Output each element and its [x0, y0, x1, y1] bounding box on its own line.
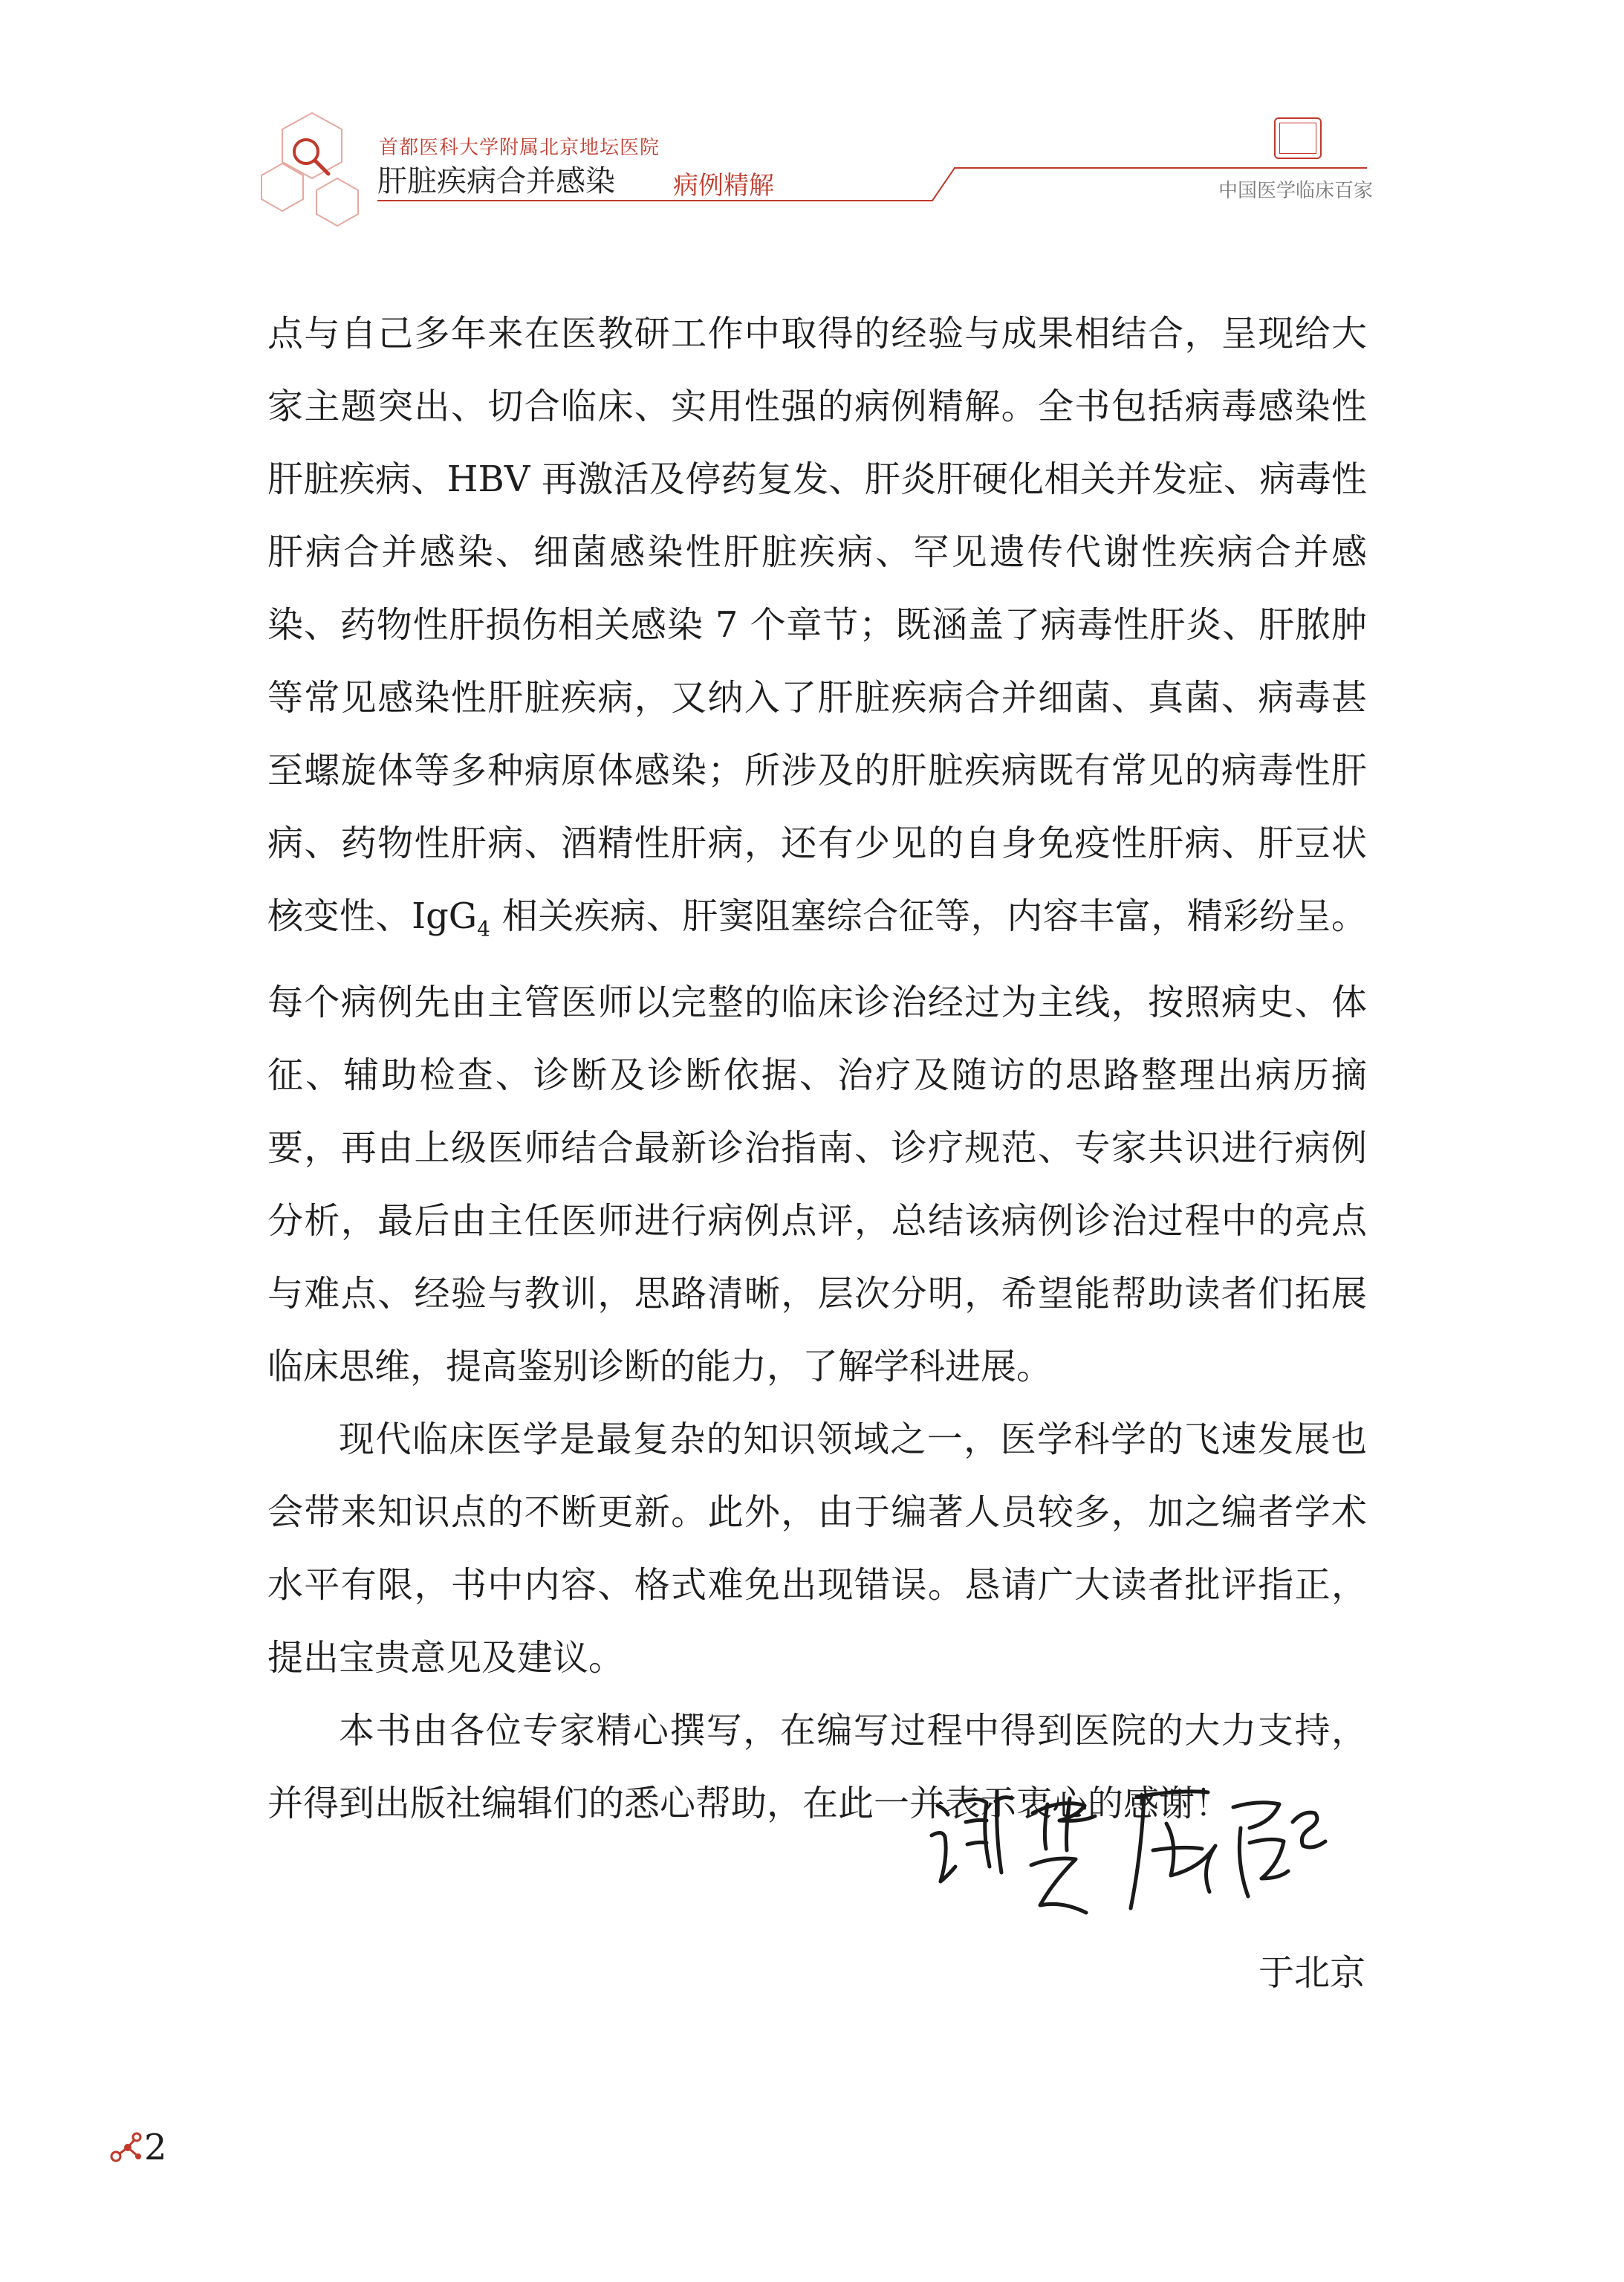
molecule-icon [108, 2131, 144, 2165]
seal-stamp-icon [1274, 117, 1322, 159]
paragraph: 点与自己多年来在医教研工作中取得的经验与成果相结合，呈现给大家主题突出、切合临床、实用性强的病例精解。全书包括病毒感染性肝脏疾病、HBV 再激活及停药复发、肝炎肝硬化相关并发症、病毒性肝病合并感染、细菌感染性肝脏疾病、罕见遗传代谢性疾病合并感染、药物性肝损伤相关感染 7 个章节；既涵盖了病毒性肝炎、肝脓肿等常见感染性肝脏疾病，又纳入了肝脏疾病合并细菌、真菌、病毒甚至螺旋体等多种病原体感染；所涉及的肝脏疾病既有常见的病毒性肝病、药物性肝病、酒精性肝病，还有少见的自身免疫性肝病、肝豆状核变性、IgG$_4$ 相关疾病、肝窦阻塞综合征等，内容丰富，精彩纷呈。每个病例先由主管医师以完整的临床诊治经过为主线，按照病史、体征、辅助检查、诊断及诊断依据、治疗及随访的思路整理出病历摘要，再由上级医师结合最新诊治指南、诊疗规范、专家共识进行病例分析，最后由主任医师进行病例点评，总结该病例诊治过程中的亮点与难点、经验与教训，思路清晰，层次分明，希望能帮助读者们拓展临床思维，提高鉴别诊断的能力，了解学科进展。 [267, 313, 1367, 1387]
book-subtitle: 病例精解 [673, 171, 774, 201]
page-header [0, 0, 1624, 238]
hospital-name: 首都医科大学附属北京地坛医院 [379, 137, 660, 159]
preface-body [267, 297, 1367, 1840]
series-name: 中国医学临床百家 [1218, 180, 1374, 202]
handwritten-signature [921, 1761, 1337, 1939]
paragraph: 现代临床医学是最复杂的知识领域之一，医学科学的飞速发展也会带来知识点的不断更新。此外，由于编著人员较多，加之编者学术水平有限，书中内容、格式难免出现错误。恳请广大读者批评指正，提出宝贵意见及建议。 [267, 1418, 1367, 1679]
signing-place: 于北京 [1258, 1952, 1366, 1994]
page-number: 2 [144, 2127, 167, 2168]
book-title: 肝脏疾病合并感染 [377, 164, 615, 198]
paragraph: 本书由各位专家精心撰写，在编写过程中得到医院的大力支持，并得到出版社编辑们的悉心帮助，在此一并表示衷心的感谢！ [267, 1709, 1367, 1824]
header-rule [0, 0, 1624, 238]
